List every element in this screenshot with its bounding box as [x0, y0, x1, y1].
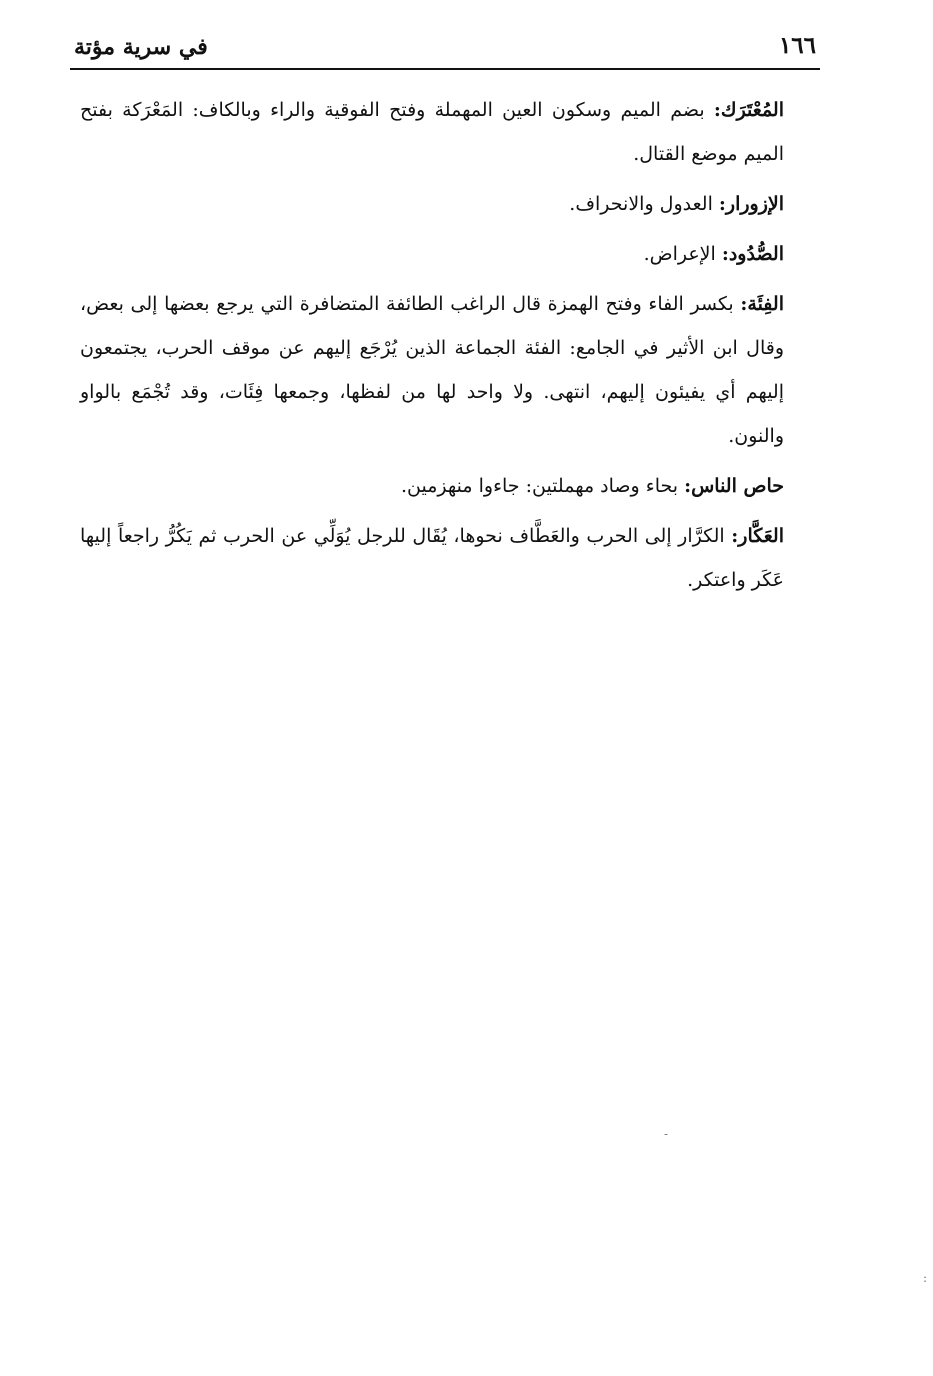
entry-term: المُعْتَرَك: [713, 99, 784, 121]
entry-term: حاص الناس: [684, 475, 784, 497]
entry-definition: الإعراض. [643, 243, 722, 265]
scan-speck: - [664, 1127, 669, 1141]
entry-definition: بضم الميم وسكون العين المهملة وفتح الفوقية والراء وبالكاف: المَعْرَكة بفتح الميم موضع القتال. [80, 99, 784, 165]
page-header [70, 28, 820, 72]
glossary-entry-has-al-nas [80, 464, 822, 508]
glossary-body [80, 88, 822, 608]
entry-definition: بكسر الفاء وفتح الهمزة قال الراغب الطائفة المتضافرة التي يرجع بعضها إلى بعض، وقال ابن الأثير في الجامع: الفئة الجماعة الذين يُرْجَع إليهم عن موقف الحرب، يجتمعون إليهم أي يفيئون إليهم، انتهى. ولا واحد لها من لفظها، وجمعها فِئَات، وقد تُجْمَع بالواو والنون. [80, 293, 784, 447]
glossary-entry-fiah [80, 282, 822, 458]
glossary-entry-akkar [80, 514, 822, 602]
entry-term: الصُّدُود: [721, 243, 784, 265]
entry-definition: الكرَّار إلى الحرب والعَطَّاف نحوها، يُقَال للرجل يُوَلِّي عن الحرب ثم يَكُرُّ راجعاً إليها عَكَر واعتكر. [80, 525, 784, 591]
entry-term: الفِئَة: [740, 293, 784, 315]
header-divider [70, 68, 820, 70]
glossary-entry-sudud [80, 232, 822, 276]
entry-term: الإزورار: [718, 193, 784, 215]
glossary-entry-izwirar [80, 182, 822, 226]
glossary-entry-mutarak [80, 88, 822, 176]
entry-definition: بحاء وصاد مهملتين: جاءوا منهزمين. [401, 475, 685, 497]
page-number: ١٦٦ [778, 32, 816, 59]
entry-definition: العدول والانحراف. [569, 193, 719, 215]
entry-term: العَكَّار: [731, 525, 784, 547]
scan-speck: : [923, 1271, 928, 1285]
running-title: في سرية مؤتة [74, 34, 208, 60]
